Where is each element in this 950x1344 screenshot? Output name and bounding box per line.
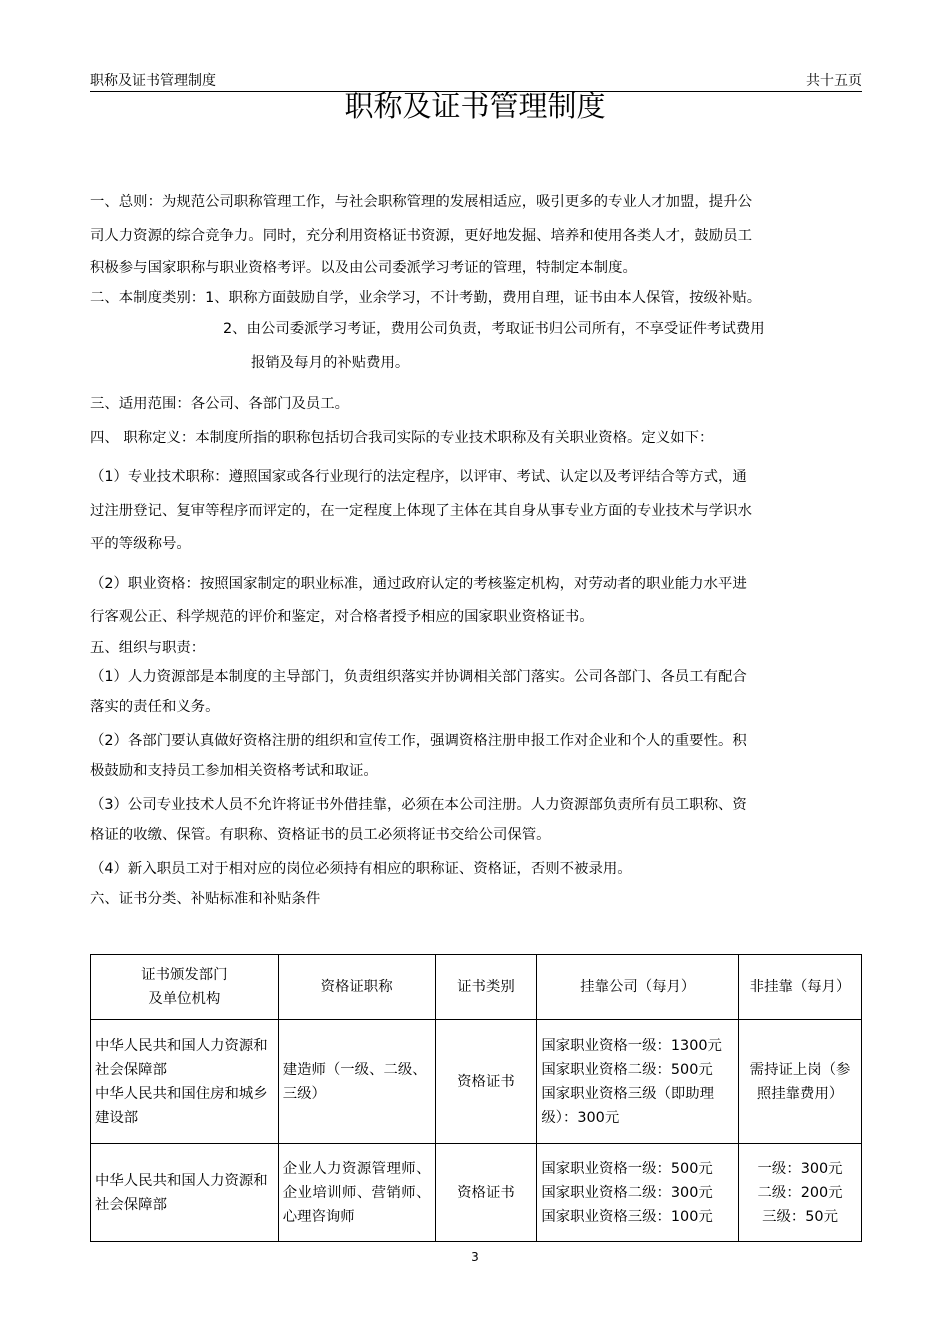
section-definition: 四、 职称定义：本制度所指的职称包括切合我司实际的专业技术职称及有关职业资格。定义如下： <box>90 429 714 446</box>
section-certificates: 六、证书分类、补贴标准和补贴条件 <box>90 890 321 907</box>
cell-category: 资格证书 <box>435 1020 537 1144</box>
cell-category: 资格证书 <box>435 1144 537 1242</box>
section-category-line1: 二、本制度类别：1、职称方面鼓励自学，业余学习，不计考勤，费用自理，证书由本人保管，按级补贴。 <box>90 290 762 306</box>
definition-1-line1: （1）专业技术职称：遵照国家或各行业现行的法定程序，以评审、考试、认定以及考评结合等方式，通 <box>90 469 747 485</box>
duty-2-line1: （2）各部门要认真做好资格注册的组织和宣传工作，强调资格注册申报工作对企业和个人的重要性。积 <box>90 732 747 749</box>
duty-1-line1: （1）人力资源部是本制度的主导部门，负责组织落实并协调相关部门落实。公司各部门、各员工有配合 <box>90 668 747 685</box>
header-cert-category: 证书类别 <box>435 955 537 1020</box>
header-issuing-dept: 证书颁发部门 及单位机构 <box>91 955 279 1020</box>
header-cert-title: 资格证职称 <box>278 955 435 1020</box>
duty-3-line2: 格证的收缴、保管。有职称、资格证书的员工必须将证书交给公司保管。 <box>90 826 551 843</box>
section-scope: 三、适用范围：各公司、各部门及员工。 <box>90 396 350 412</box>
section-category-line2: 2、由公司委派学习考证，费用公司负责，考取证书归公司所有，不享受证件考试费用 <box>223 321 765 337</box>
cell-title: 建造师（一级、二级、三级） <box>278 1020 435 1144</box>
cell-dept: 中华人民共和国人力资源和社会保障部 中华人民共和国住房和城乡建设部 <box>91 1020 279 1144</box>
cell-affiliated: 国家职业资格一级：1300元 国家职业资格二级：500元 国家职业资格三级（即助理级）：300元 <box>537 1020 739 1144</box>
section-category-line3: 报销及每月的补贴费用。 <box>251 354 410 371</box>
header-non-affiliated: 非挂靠（每月） <box>739 955 862 1020</box>
page-title: 职称及证书管理制度 <box>344 89 606 123</box>
duty-3-line1: （3）公司专业技术人员不允许将证书外借挂靠，必须在本公司注册。人力资源部负责所有员工职称、资 <box>90 796 747 813</box>
duty-2-line2: 极鼓励和支持员工参加相关资格考试和取证。 <box>90 762 378 779</box>
cell-title: 企业人力资源管理师、企业培训师、营销师、心理咨询师 <box>278 1144 435 1242</box>
header-page-count: 共十五页 <box>806 73 862 89</box>
table-header-row <box>91 955 862 1020</box>
certificate-table <box>90 954 862 1242</box>
duty-1-line2: 落实的责任和义务。 <box>90 698 220 715</box>
section-general-line2: 司人力资源的综合竞争力。同时，充分利用资格证书资源，更好地发掘、培养和使用各类人才，鼓励员工 <box>90 227 752 244</box>
section-general-line1: 一、总则：为规范公司职称管理工作，与社会职称管理的发展相适应，吸引更多的专业人才加盟，提升公 <box>90 194 752 210</box>
header-affiliated: 挂靠公司（每月） <box>537 955 739 1020</box>
definition-2-line2: 行客观公正、科学规范的评价和鉴定，对合格者授予相应的国家职业资格证书。 <box>90 609 594 625</box>
section-organization: 五、组织与职责： <box>90 639 206 656</box>
definition-1-line2: 过注册登记、复审等程序而评定的，在一定程度上体现了主体在其自身从事专业方面的专业技术与学识水 <box>90 502 752 519</box>
definition-1-line3: 平的等级称号。 <box>90 536 191 552</box>
table-row <box>91 1144 862 1242</box>
cell-non-affiliated: 需持证上岗（参照挂靠费用） <box>739 1020 862 1144</box>
section-general-line3: 积极参与国家职称与职业资格考评。以及由公司委派学习考证的管理，特制定本制度。 <box>90 260 637 276</box>
table-row <box>91 1020 862 1144</box>
definition-2-line1: （2）职业资格：按照国家制定的职业标准，通过政府认定的考核鉴定机构，对劳动者的职业能力水平进 <box>90 575 747 592</box>
duty-4: （4）新入职员工对于相对应的岗位必须持有相应的职称证、资格证，否则不被录用。 <box>90 860 632 877</box>
cell-affiliated: 国家职业资格一级：500元 国家职业资格二级：300元 国家职业资格三级：100元 <box>537 1144 739 1242</box>
cell-non-affiliated: 一级：300元 二级：200元 三级：50元 <box>739 1144 862 1242</box>
header-doc-title: 职称及证书管理制度 <box>90 73 216 89</box>
page-number: 3 <box>471 1250 479 1264</box>
cell-dept: 中华人民共和国人力资源和社会保障部 <box>91 1144 279 1242</box>
document-body <box>90 186 862 914</box>
